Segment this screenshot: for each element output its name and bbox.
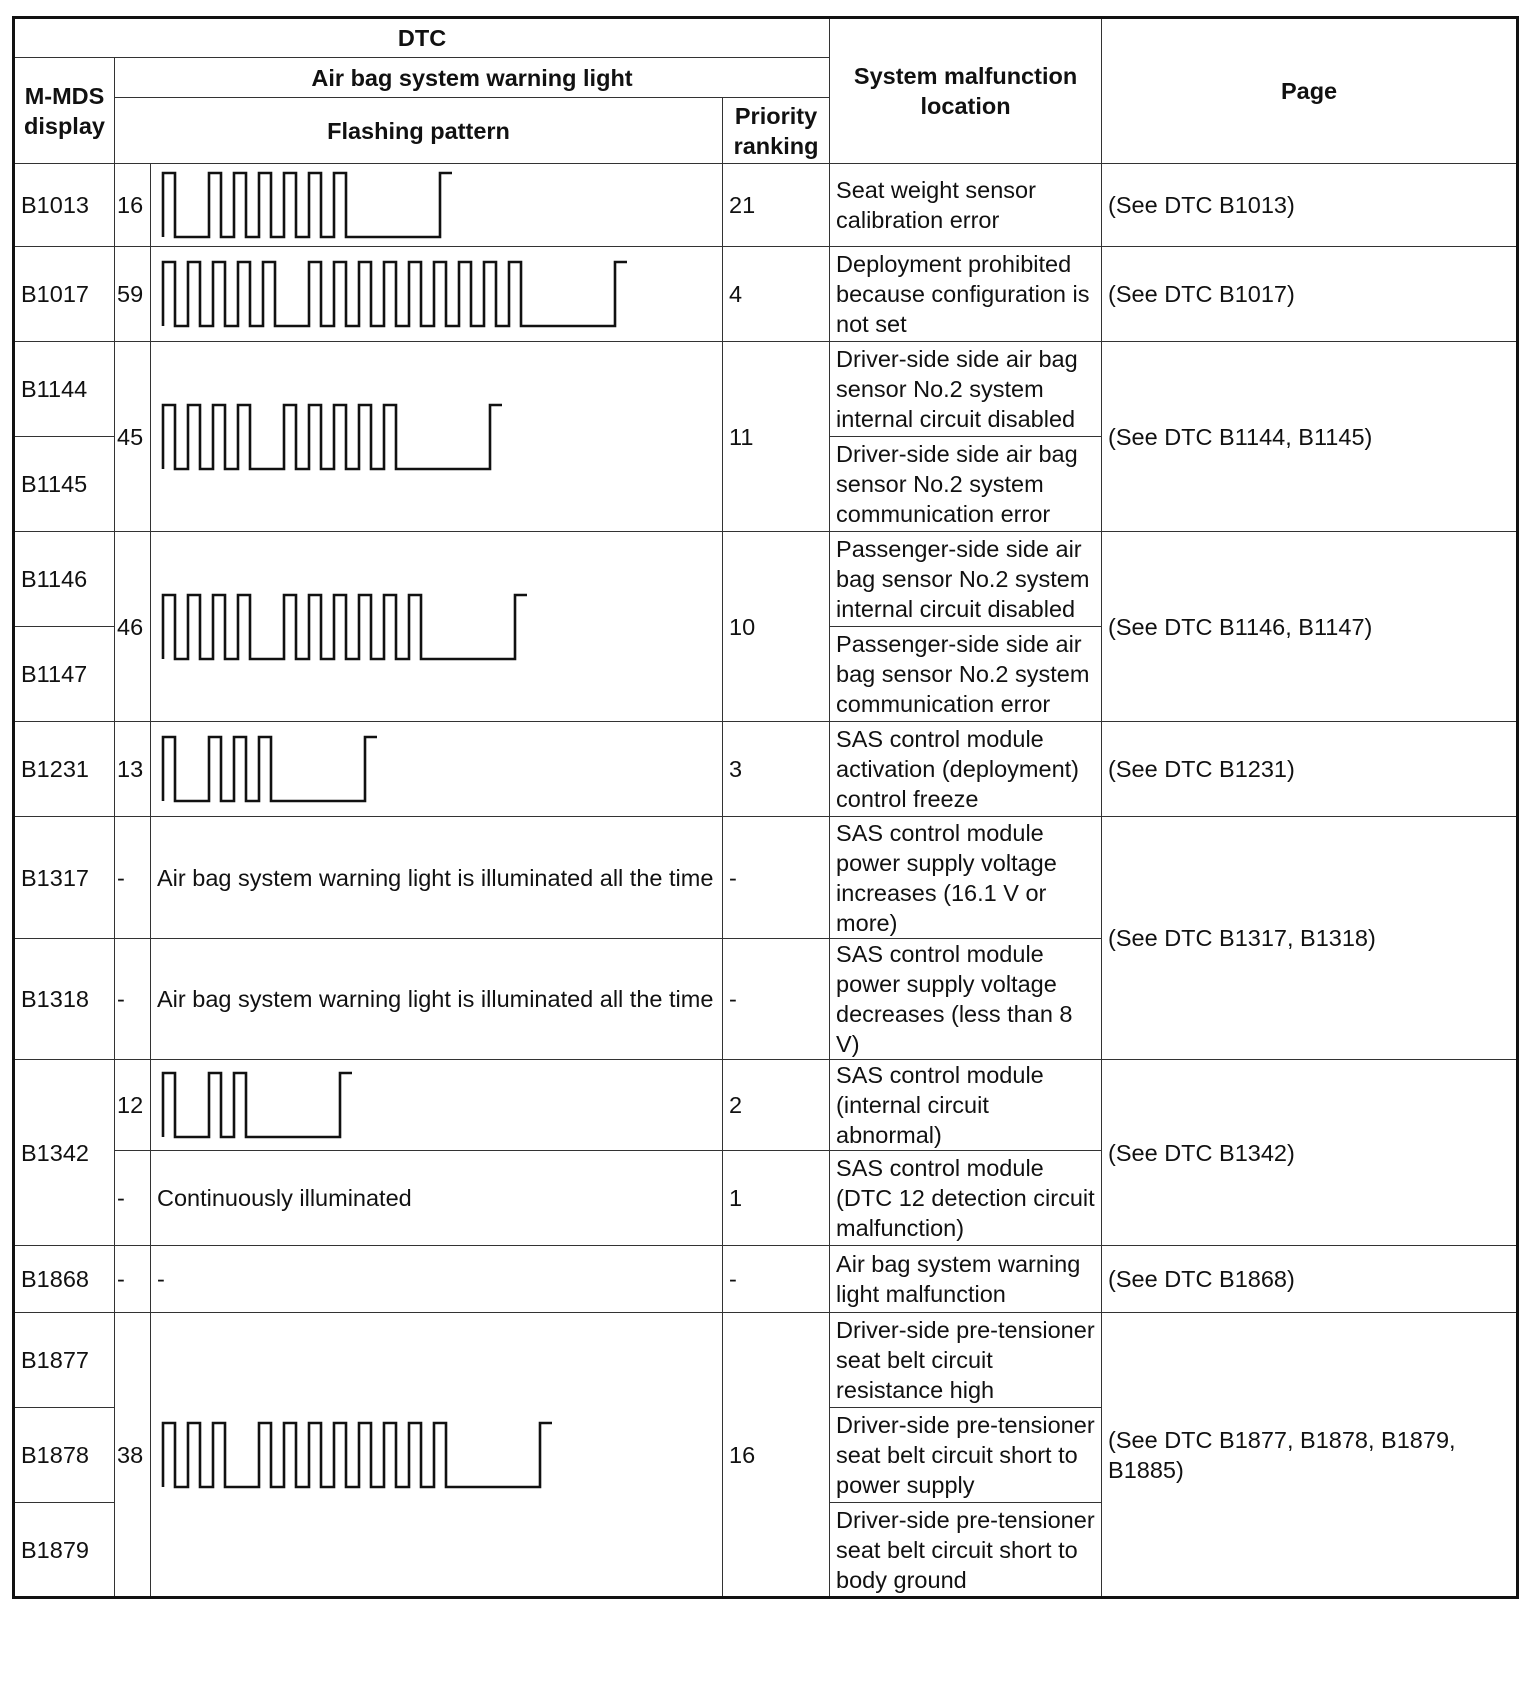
flashing-pattern-waveform [157,731,381,807]
flashing-pattern-cell [151,164,723,247]
malfunction-location-cell: SAS control module power supply voltage decreases (less than 8 V) [830,939,1102,1060]
flash-code-cell: 12 [115,1060,151,1151]
flashing-pattern-waveform [157,399,506,475]
page-reference-cell: (See DTC B1231) [1102,722,1518,817]
malfunction-location-cell: Driver-side pre-tensioner seat belt circuit short to power supply [830,1408,1102,1503]
mmds-code-cell: B1017 [14,247,115,342]
malfunction-location-cell: SAS control module (internal circuit abnormal) [830,1060,1102,1151]
warning-light-header: Air bag system warning light [115,58,830,98]
system-malfunction-location-header: System malfunction location [830,18,1102,164]
page-reference-cell: (See DTC B1144, B1145) [1102,342,1518,532]
priority-ranking-cell: 1 [723,1151,830,1246]
priority-ranking-cell: 2 [723,1060,830,1151]
dtc-table [12,16,1519,1599]
flash-code-cell: 46 [115,532,151,722]
flashing-pattern-waveform [157,589,531,665]
malfunction-location-cell: Driver-side side air bag sensor No.2 system communication error [830,437,1102,532]
dtc-table-body [14,164,1518,1598]
flash-code-cell: - [115,1246,151,1313]
priority-ranking-cell: 21 [723,164,830,247]
flashing-pattern-cell [151,1060,723,1151]
page-header: Page [1102,18,1518,164]
priority-ranking-cell: 16 [723,1313,830,1598]
mmds-code-cell: B1318 [14,939,115,1060]
mmds-code-cell: B1144 [14,342,115,437]
table-row [14,342,1518,437]
mmds-code-cell: B1878 [14,1408,115,1503]
malfunction-location-cell: Air bag system warning light malfunction [830,1246,1102,1313]
warning-light-status-text: - [151,1246,723,1313]
flashing-pattern-cell [151,722,723,817]
priority-ranking-cell: - [723,817,830,939]
dtc-header: DTC [14,18,830,58]
flashing-pattern-cell [151,1313,723,1598]
flash-code-cell: 38 [115,1313,151,1598]
mmds-code-cell: B1342 [14,1060,115,1246]
priority-ranking-cell: - [723,1246,830,1313]
table-row [14,1313,1518,1408]
page-reference-cell: (See DTC B1013) [1102,164,1518,247]
mmds-code-cell: B1868 [14,1246,115,1313]
priority-ranking-header: Priority ranking [723,98,830,164]
priority-ranking-cell: 10 [723,532,830,722]
flash-code-cell: 45 [115,342,151,532]
flashing-pattern-line [163,262,627,326]
flashing-pattern-cell [151,247,723,342]
flash-code-cell: - [115,817,151,939]
page-reference-cell: (See DTC B1877, B1878, B1879, B1885) [1102,1313,1518,1598]
page-reference-cell: (See DTC B1146, B1147) [1102,532,1518,722]
page-reference-cell: (See DTC B1342) [1102,1060,1518,1246]
flashing-pattern-waveform [157,167,456,243]
flash-code-cell: 59 [115,247,151,342]
mmds-code-cell: B1146 [14,532,115,627]
flashing-pattern-line [163,405,502,469]
mmds-code-cell: B1145 [14,437,115,532]
flash-code-cell: 16 [115,164,151,247]
malfunction-location-cell: Driver-side pre-tensioner seat belt circuit short to body ground [830,1503,1102,1598]
malfunction-location-cell: Driver-side side air bag sensor No.2 system internal circuit disabled [830,342,1102,437]
mmds-code-cell: B1877 [14,1313,115,1408]
priority-ranking-cell: 11 [723,342,830,532]
malfunction-location-cell: Deployment prohibited because configuration is not set [830,247,1102,342]
flashing-pattern-cell [151,342,723,532]
malfunction-location-cell: SAS control module power supply voltage increases (16.1 V or more) [830,817,1102,939]
table-row [14,532,1518,627]
table-row [14,1060,1518,1151]
flashing-pattern-line [163,1423,552,1487]
warning-light-status-text: Air bag system warning light is illuminated all the time [151,939,723,1060]
warning-light-status-text: Continuously illuminated [151,1151,723,1246]
malfunction-location-cell: Passenger-side side air bag sensor No.2 system communication error [830,627,1102,722]
mmds-code-cell: B1879 [14,1503,115,1598]
table-row [14,1246,1518,1313]
priority-ranking-cell: - [723,939,830,1060]
mmds-code-cell: B1013 [14,164,115,247]
dtc-table-page [12,16,1519,1599]
table-row [14,164,1518,247]
mmds-code-cell: B1317 [14,817,115,939]
table-row [14,817,1518,939]
flashing-pattern-waveform [157,1067,356,1143]
priority-ranking-cell: 4 [723,247,830,342]
malfunction-location-cell: SAS control module (DTC 12 detection circuit malfunction) [830,1151,1102,1246]
priority-ranking-cell: 3 [723,722,830,817]
flashing-pattern-waveform [157,256,631,332]
malfunction-location-cell: SAS control module activation (deployment) control freeze [830,722,1102,817]
flashing-pattern-cell [151,532,723,722]
flash-code-cell: - [115,939,151,1060]
flash-code-cell: 13 [115,722,151,817]
page-reference-cell: (See DTC B1317, B1318) [1102,817,1518,1060]
page-reference-cell: (See DTC B1868) [1102,1246,1518,1313]
page-reference-cell: (See DTC B1017) [1102,247,1518,342]
flashing-pattern-line [163,595,527,659]
malfunction-location-cell: Driver-side pre-tensioner seat belt circuit resistance high [830,1313,1102,1408]
flashing-pattern-header: Flashing pattern [115,98,723,164]
mmds-code-cell: B1147 [14,627,115,722]
flashing-pattern-line [163,173,452,237]
flash-code-cell: - [115,1151,151,1246]
flashing-pattern-line [163,1073,352,1137]
warning-light-status-text: Air bag system warning light is illuminated all the time [151,817,723,939]
table-row [14,247,1518,342]
malfunction-location-cell: Seat weight sensor calibration error [830,164,1102,247]
malfunction-location-cell: Passenger-side side air bag sensor No.2 system internal circuit disabled [830,532,1102,627]
table-row [14,722,1518,817]
mmds-code-cell: B1231 [14,722,115,817]
flashing-pattern-waveform [157,1417,556,1493]
mmds-display-header: M-MDS display [14,58,115,164]
flashing-pattern-line [163,737,377,801]
